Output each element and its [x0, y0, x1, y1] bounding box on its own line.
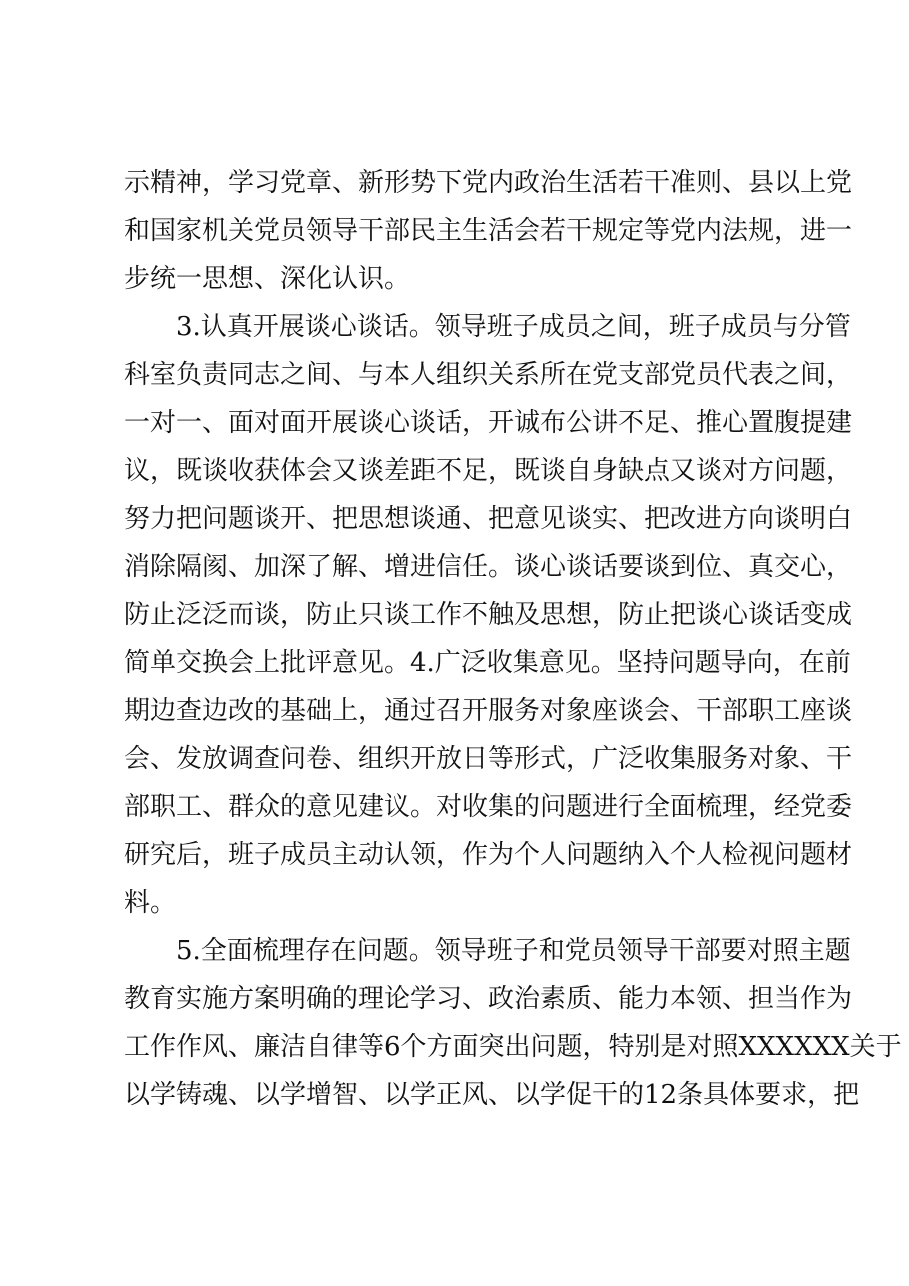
paragraph-start-line: 3.认真开展谈心谈话。领导班子成员之间，班子成员与分管	[176, 312, 851, 342]
text-line: 努力把问题谈开、把思想谈通、把意见谈实、把改进方向谈明白	[124, 504, 853, 534]
text-line: 议，既谈收获体会又谈差距不足，既谈自身缺点又谈对方问题，	[124, 456, 853, 486]
text-line: 消除隔阂、加深了解、增进信任。谈心谈话要谈到位、真交心，	[124, 552, 853, 582]
paragraph-start-line: 5.全面梳理存在问题。领导班子和党员领导干部要对照主题	[176, 936, 851, 966]
text-line: 防止泛泛而谈，防止只谈工作不触及思想，防止把谈心谈话变成	[124, 600, 853, 630]
text-line: 料。	[124, 888, 177, 918]
text-line: 以学铸魂、以学增智、以学正风、以学促干的12条具体要求，把	[124, 1080, 860, 1110]
text-line: 会、发放调查问卷、组织开放日等形式，广泛收集服务对象、干	[124, 744, 853, 774]
text-line: 工作作风、廉洁自律等6个方面突出问题，特别是对照XXXXXX关于	[124, 1032, 902, 1062]
text-line: 简单交换会上批评意见。4.广泛收集意见。坚持问题导向，在前	[124, 648, 851, 678]
text-line: 一对一、面对面开展谈心谈话，开诚布公讲不足、推心置腹提建	[124, 408, 853, 438]
text-line: 步统一思想、深化认识。	[124, 264, 411, 294]
text-line: 研究后，班子成员主动认领，作为个人问题纳入个人检视问题材	[124, 840, 853, 870]
text-line: 期边查边改的基础上，通过召开服务对象座谈会、干部职工座谈	[124, 696, 853, 726]
text-line: 教育实施方案明确的理论学习、政治素质、能力本领、担当作为	[124, 984, 853, 1014]
text-line: 示精神，学习党章、新形势下党内政治生活若干准则、县以上党	[124, 168, 853, 198]
text-line: 科室负责同志之间、与本人组织关系所在党支部党员代表之间，	[124, 360, 853, 390]
text-line: 和国家机关党员领导干部民主生活会若干规定等党内法规，进一	[124, 216, 853, 246]
text-line: 部职工、群众的意见建议。对收集的问题进行全面梳理，经党委	[124, 792, 853, 822]
